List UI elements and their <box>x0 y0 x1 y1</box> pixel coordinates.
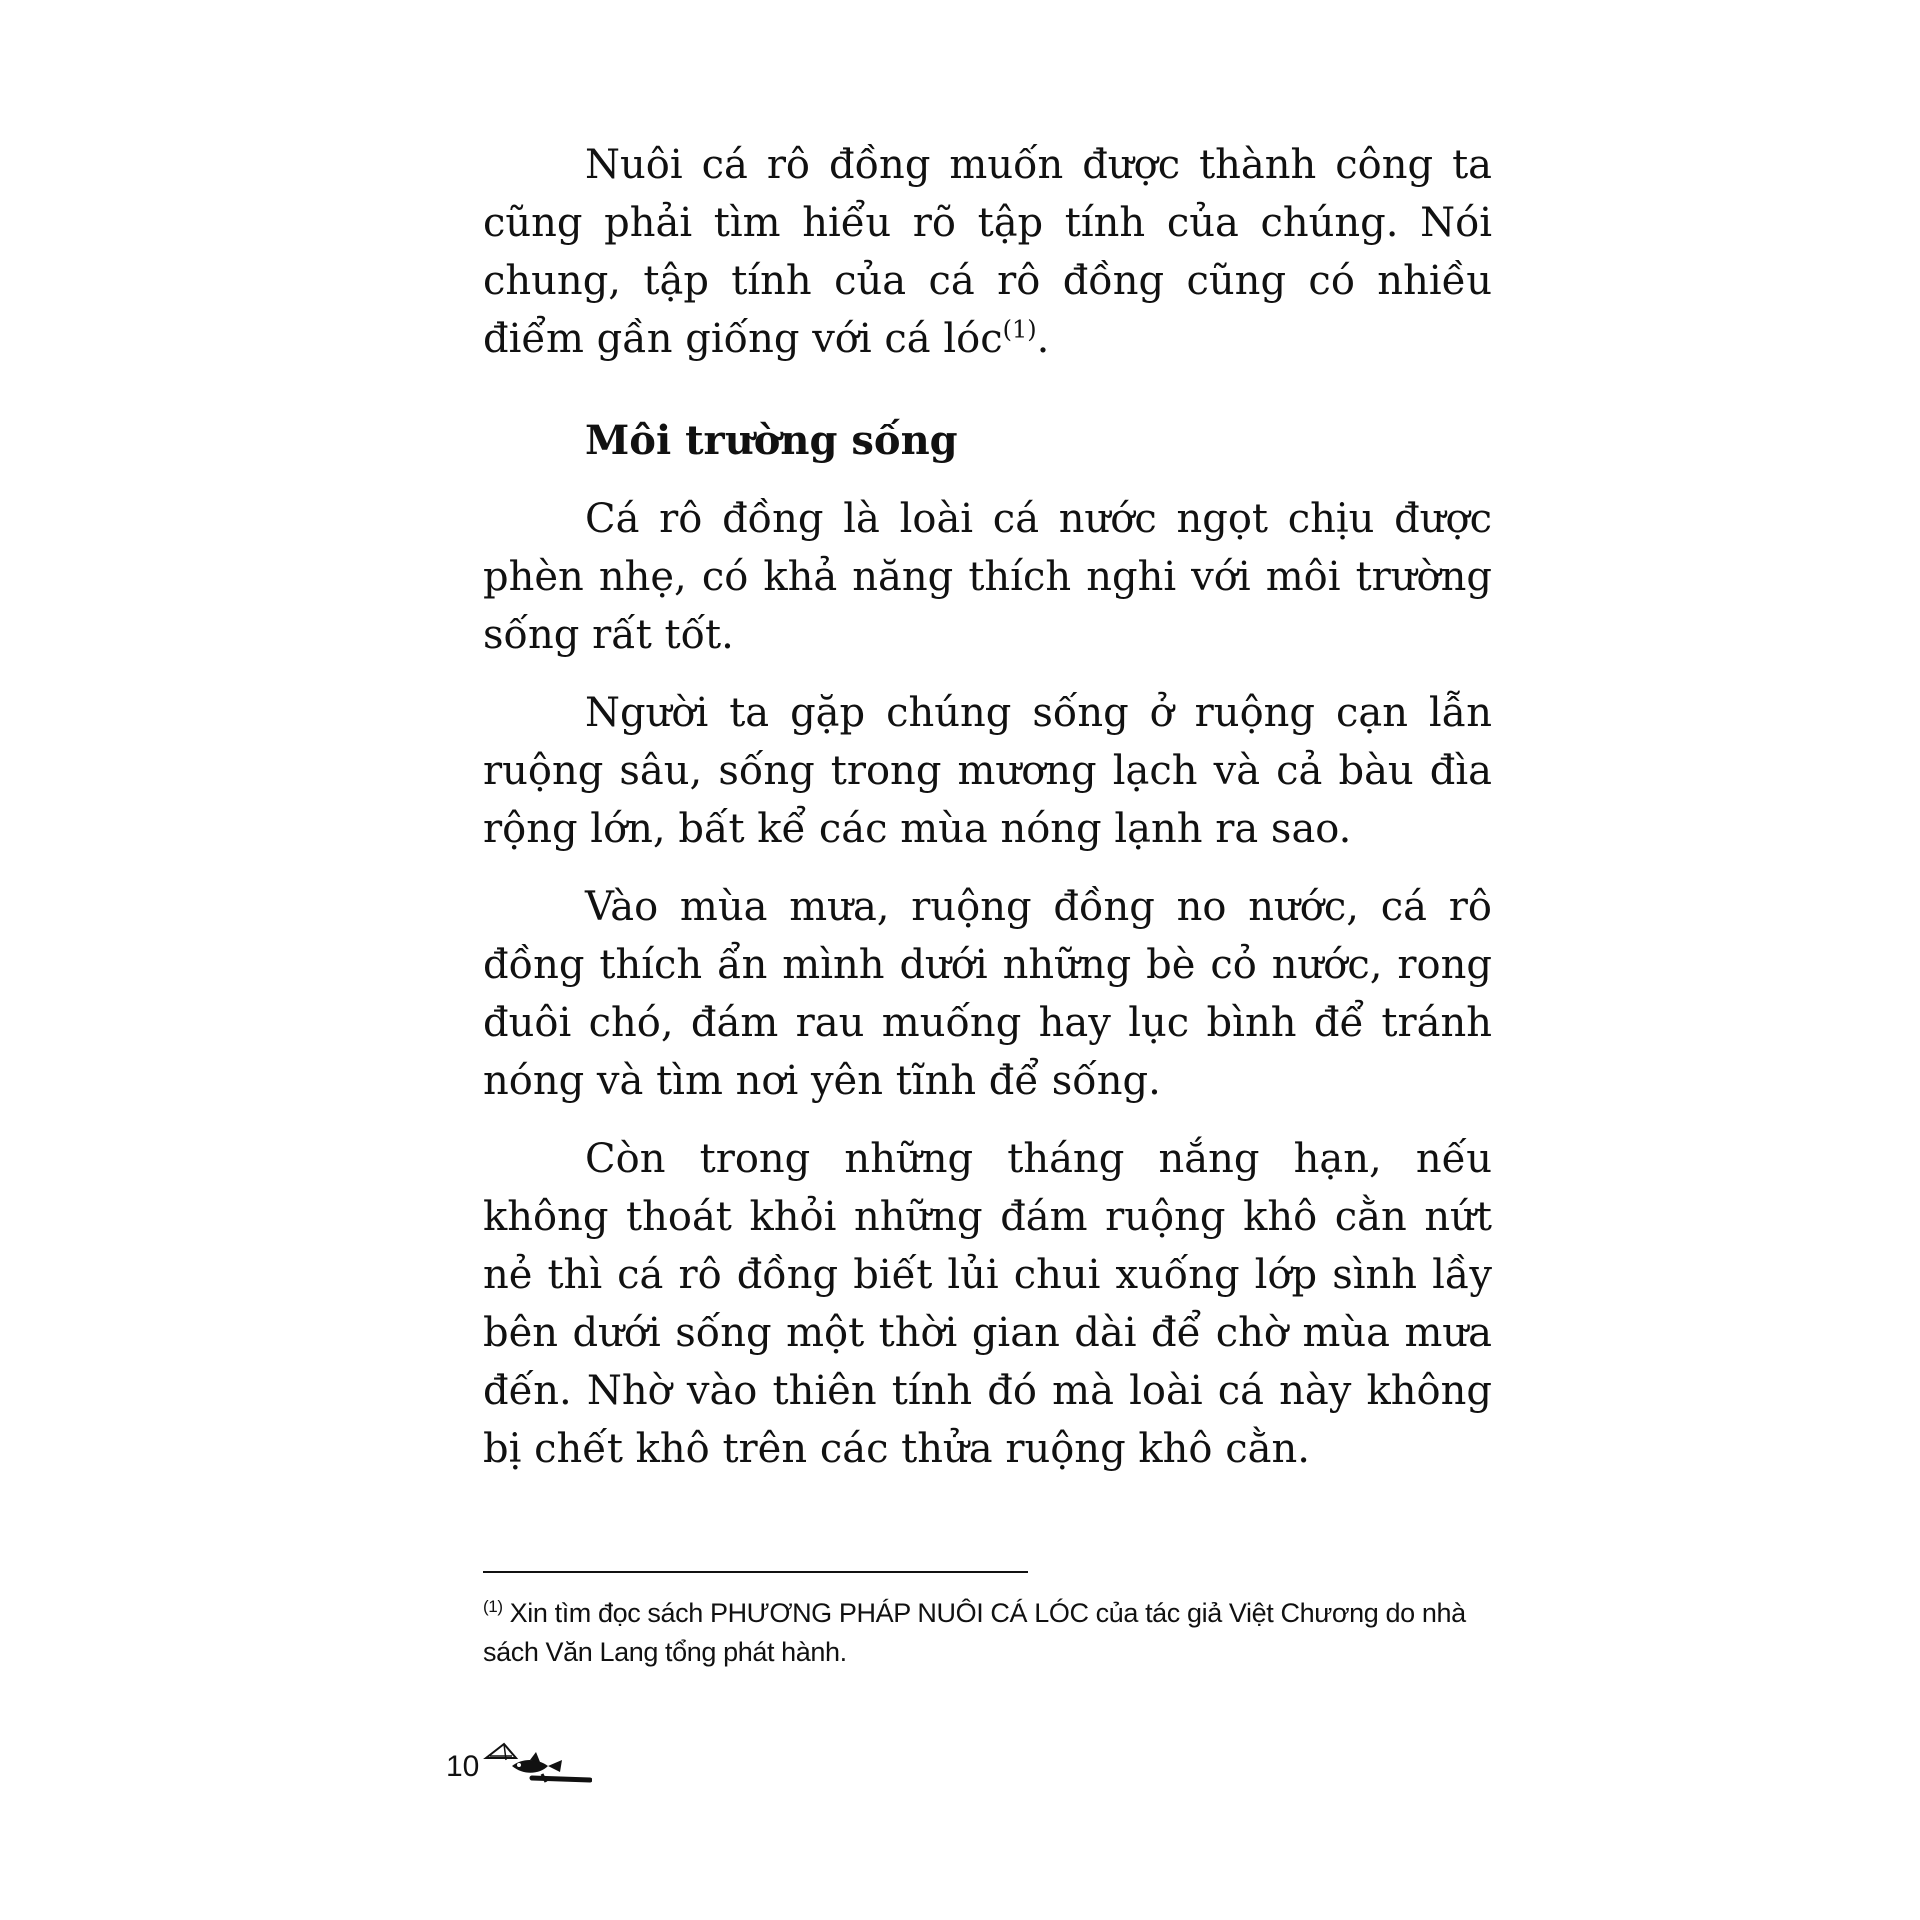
paragraph-3: Vào mùa mưa, ruộng đồng no nước, cá rô đồng thích ẩn mình dưới những bè cỏ nước, rong đuôi chó, đám rau muống hay lục bình để tránh nóng và tìm nơi yên tĩnh để sống. <box>483 884 1492 1104</box>
body-text <box>483 136 1492 1498</box>
intro-paragraph: Nuôi cá rô đồng muốn được thành công ta cũng phải tìm hiểu rõ tập tính của chúng. Nói chung, tập tính của cá rô đồng cũng có nhiều điểm gần giống với cá lóc$^{(1)}$. <box>483 142 1492 362</box>
footnote-text: Xin tìm đọc sách PHƯƠNG PHÁP NUÔI CÁ LÓC của tác giả Việt Chương do nhà sách Văn Lang tổng phát hành. <box>483 1598 1466 1667</box>
footnote-mark: (1) <box>483 1597 503 1616</box>
footnote-divider <box>483 1571 1028 1573</box>
fish-icon <box>482 1740 592 1790</box>
paragraph-1: Cá rô đồng là loài cá nước ngọt chịu được phèn nhẹ, có khả năng thích nghi với môi trường sống rất tốt. <box>483 496 1492 658</box>
page-footer <box>446 1740 596 1800</box>
footnote <box>483 1594 1492 1672</box>
footnote-reference: (1) <box>1002 315 1037 344</box>
paragraph-4: Còn trong những tháng nắng hạn, nếu không thoát khỏi những đám ruộng khô cằn nứt nẻ thì cá rô đồng biết lủi chui xuống lớp sình lầy bên dưới sống một thời gian dài để chờ mùa mưa đến. Nhờ vào thiên tính đó mà loài cá này không bị chết khô trên các thửa ruộng khô cằn. <box>483 1136 1492 1472</box>
page-number: 10 <box>446 1750 480 1783</box>
paragraph-2: Người ta gặp chúng sống ở ruộng cạn lẫn ruộng sâu, sống trong mương lạch và cả bàu đìa rộng lớn, bất kể các mùa nóng lạnh ra sao. <box>483 690 1492 852</box>
section-heading: Môi trường sống <box>585 417 958 464</box>
